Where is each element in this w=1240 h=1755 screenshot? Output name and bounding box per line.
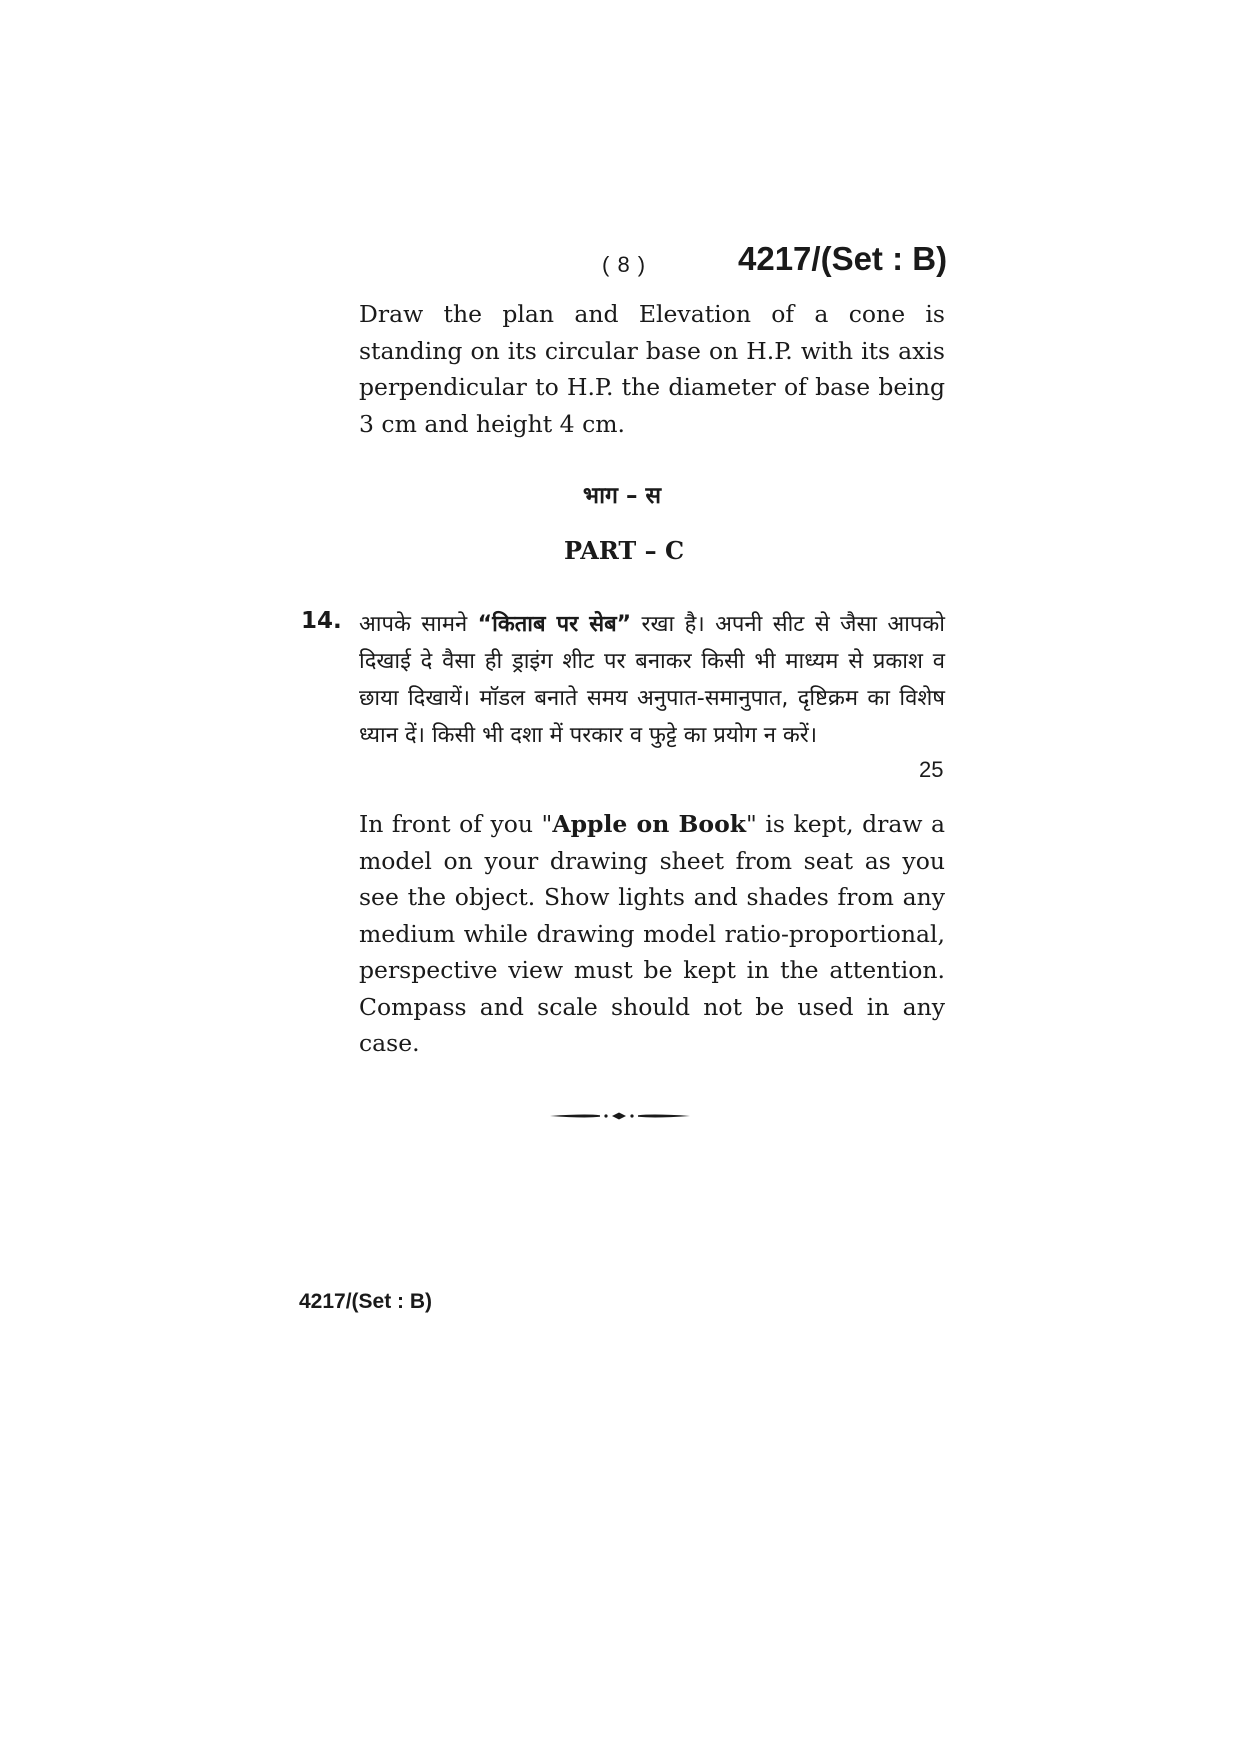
previous-question-text: Draw the plan and Elevation of a cone is standing on its circular base on H.P. with its axis perpendicular to H.P. the diameter of base being 3 cm and height 4 cm. [359, 300, 945, 438]
question-number: 14. [301, 608, 342, 634]
paper-code-header: 4217/(Set : B) [738, 240, 948, 277]
question-hindi-part-1: आपके सामने [359, 612, 478, 637]
question-english-part-2: " is kept, draw a model on your drawing sheet from seat as you see the object. Show lights and shades from any medium while drawing model ratio-proportional, perspective view must be kept in the attention. Compass and scale should not be used in any case. [359, 810, 946, 1057]
question-text-hindi [359, 606, 945, 754]
question-text-english [359, 806, 945, 1062]
question-marks: 25 [919, 757, 944, 782]
section-title-english: PART – C [563, 536, 685, 565]
question-hindi-part-2: रखा है। अपनी सीट से जैसा आपको दिखाई दे वैसा ही ड्राइंग शीट पर बनाकर किसी भी माध्यम से प्रकाश व छाया दिखायें। मॉडल बनाते समय अनुपात-समानुपात, दृष्टिक्रम का विशेष ध्यान दें। किसी भी दशा में परकार व फुट्टे का प्रयोग न करें। [359, 612, 946, 748]
page-number: ( 8 ) [602, 252, 647, 277]
question-hindi-object-title: “किताब पर सेब” [477, 612, 632, 637]
section-title-hindi: भाग – स [582, 483, 662, 509]
question-english-object-title: Apple on Book [552, 810, 747, 838]
end-ornament-divider [548, 1109, 692, 1127]
question-english-part-1: In front of you " [359, 810, 553, 838]
paper-code-footer: 4217/(Set : B) [299, 1290, 433, 1313]
